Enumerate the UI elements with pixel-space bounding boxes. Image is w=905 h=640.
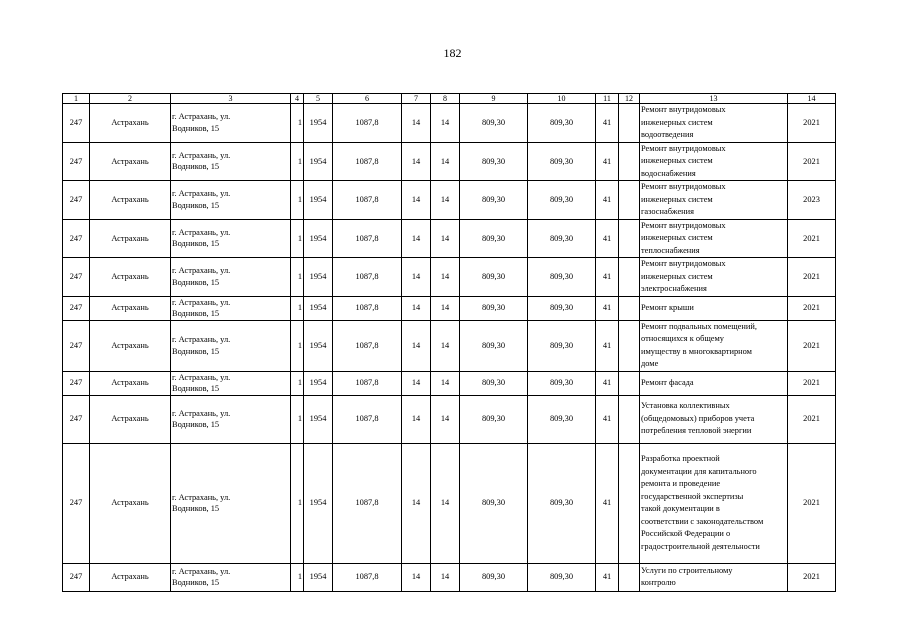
- column-7-cell: 14: [402, 258, 431, 297]
- column-10-cell: 809,30: [528, 395, 596, 443]
- column-9-cell: 809,30: [460, 563, 528, 591]
- column-8-cell: 14: [431, 443, 460, 563]
- column-11-cell: 41: [596, 563, 619, 591]
- work-type-cell-line: контролю: [641, 578, 676, 587]
- row-number-cell: 247: [63, 320, 90, 371]
- table-row: [63, 563, 836, 591]
- work-type-cell: [640, 219, 788, 258]
- header-cell: 4: [291, 94, 304, 104]
- header-cell: 1: [63, 94, 90, 104]
- column-8-cell: 14: [431, 219, 460, 258]
- address-cell-line: г. Астрахань, ул.: [172, 227, 231, 237]
- address-cell: [171, 395, 291, 443]
- table-row: [63, 104, 836, 143]
- page-number: 182: [443, 46, 462, 60]
- work-type-cell-line: Ремонт внутридомовых: [641, 105, 726, 114]
- address-cell-line: г. Астрахань, ул.: [172, 335, 231, 344]
- column-8-cell: 14: [431, 142, 460, 181]
- year-cell: 1954: [304, 563, 333, 591]
- work-type-cell-line: ремонта и проведение: [641, 479, 721, 488]
- work-type-cell-line: инженерных систем: [641, 194, 713, 204]
- column-7-cell: 14: [402, 320, 431, 371]
- column-9-cell: 809,30: [460, 181, 528, 220]
- header-cell: 12: [619, 94, 640, 104]
- address-cell: [171, 219, 291, 258]
- plan-year-cell: 2021: [788, 296, 836, 320]
- work-type-cell: [640, 142, 788, 181]
- column-12-cell: [619, 142, 640, 181]
- column-10-cell: 809,30: [528, 443, 596, 563]
- column-4-cell: 1: [291, 563, 304, 591]
- year-cell: 1954: [304, 181, 333, 220]
- plan-year-cell: 2021: [788, 443, 836, 563]
- address-cell: [171, 320, 291, 371]
- column-10-cell: 809,30: [528, 104, 596, 143]
- plan-year-cell: 2021: [788, 371, 836, 395]
- header-cell: 10: [528, 94, 596, 104]
- city-cell: Астрахань: [90, 371, 171, 395]
- work-type-cell-line: относящихся к общему: [641, 334, 724, 343]
- plan-year-cell: 2021: [788, 258, 836, 297]
- work-type-cell: [640, 371, 788, 395]
- address-cell-line: Водников, 15: [172, 504, 220, 513]
- column-4-cell: 1: [291, 443, 304, 563]
- work-type-cell: [640, 296, 788, 320]
- area-cell: 1087,8: [333, 104, 402, 143]
- year-cell: 1954: [304, 219, 333, 258]
- work-type-cell-line: газоснабжения: [641, 207, 694, 216]
- plan-year-cell: 2021: [788, 320, 836, 371]
- year-cell: 1954: [304, 395, 333, 443]
- column-7-cell: 14: [402, 142, 431, 181]
- table-row: [63, 219, 836, 258]
- work-type-cell-line: Услуги по строительному: [641, 565, 733, 575]
- column-10-cell: 809,30: [528, 142, 596, 181]
- area-cell: 1087,8: [333, 371, 402, 395]
- work-type-cell-line: инженерных систем: [641, 156, 713, 165]
- address-cell-line: г. Астрахань, ул.: [172, 408, 231, 418]
- capital-repair-table: [62, 93, 836, 592]
- column-12-cell: [619, 296, 640, 320]
- column-12-cell: [619, 395, 640, 443]
- work-type-cell-line: Ремонт подвальных помещений,: [641, 321, 757, 331]
- work-type-cell: [640, 395, 788, 443]
- address-cell-line: Водников, 15: [172, 420, 220, 429]
- column-11-cell: 41: [596, 181, 619, 220]
- city-cell: Астрахань: [90, 142, 171, 181]
- column-9-cell: 809,30: [460, 258, 528, 297]
- city-cell: Астрахань: [90, 219, 171, 258]
- work-type-cell: [640, 443, 788, 563]
- column-10-cell: 809,30: [528, 219, 596, 258]
- city-cell: Астрахань: [90, 181, 171, 220]
- column-4-cell: 1: [291, 258, 304, 297]
- column-7-cell: 14: [402, 563, 431, 591]
- work-type-cell-line: государственной экспертизы: [641, 491, 744, 501]
- work-type-cell-line: такой документации в: [641, 504, 720, 513]
- address-cell-line: Водников, 15: [172, 239, 220, 249]
- work-type-cell: [640, 258, 788, 297]
- column-7-cell: 14: [402, 219, 431, 258]
- address-cell-line: г. Астрахань, ул.: [172, 112, 231, 122]
- column-11-cell: 41: [596, 320, 619, 371]
- table-row: [63, 371, 836, 395]
- work-type-cell: [640, 104, 788, 143]
- column-12-cell: [619, 181, 640, 220]
- work-type-cell-line: водоотведения: [641, 130, 694, 139]
- work-type-cell-line: Разработка проектной: [641, 454, 720, 463]
- address-cell-line: г. Астрахань, ул.: [172, 150, 231, 160]
- work-type-cell: [640, 320, 788, 371]
- column-11-cell: 41: [596, 443, 619, 563]
- city-cell: Астрахань: [90, 258, 171, 297]
- row-number-cell: 247: [63, 563, 90, 591]
- column-8-cell: 14: [431, 563, 460, 591]
- column-7-cell: 14: [402, 104, 431, 143]
- table-row: [63, 258, 836, 297]
- work-type-cell-line: Ремонт внутридомовых: [641, 182, 726, 191]
- work-type-cell-line: доме: [641, 359, 659, 368]
- column-8-cell: 14: [431, 104, 460, 143]
- row-number-cell: 247: [63, 371, 90, 395]
- column-10-cell: 809,30: [528, 181, 596, 220]
- header-cell: 5: [304, 94, 333, 104]
- address-cell-line: г. Астрахань, ул.: [172, 372, 231, 382]
- area-cell: 1087,8: [333, 563, 402, 591]
- area-cell: 1087,8: [333, 443, 402, 563]
- work-type-cell-line: имуществу в многоквартирном: [641, 346, 752, 356]
- address-cell: [171, 258, 291, 297]
- column-12-cell: [619, 443, 640, 563]
- header-cell: 11: [596, 94, 619, 104]
- header-cell: 8: [431, 94, 460, 104]
- area-cell: 1087,8: [333, 181, 402, 220]
- row-number-cell: 247: [63, 395, 90, 443]
- address-cell-line: г. Астрахань, ул.: [172, 266, 231, 276]
- column-8-cell: 14: [431, 181, 460, 220]
- area-cell: 1087,8: [333, 320, 402, 371]
- column-7-cell: 14: [402, 395, 431, 443]
- city-cell: Астрахань: [90, 443, 171, 563]
- year-cell: 1954: [304, 104, 333, 143]
- work-type-cell-line: документации для капитального: [641, 466, 757, 476]
- column-10-cell: 809,30: [528, 320, 596, 371]
- column-7-cell: 14: [402, 296, 431, 320]
- work-type-cell-line: Ремонт внутридомовых: [641, 259, 726, 268]
- area-cell: 1087,8: [333, 395, 402, 443]
- address-cell-line: Водников, 15: [172, 200, 220, 210]
- table-row: [63, 142, 836, 181]
- header-cell: 7: [402, 94, 431, 104]
- city-cell: Астрахань: [90, 395, 171, 443]
- work-type-cell-line: Ремонт фасада: [641, 377, 694, 387]
- address-cell-line: Водников, 15: [172, 578, 220, 587]
- area-cell: 1087,8: [333, 258, 402, 297]
- column-10-cell: 809,30: [528, 371, 596, 395]
- column-10-cell: 809,30: [528, 296, 596, 320]
- header-cell: 13: [640, 94, 788, 104]
- column-9-cell: 809,30: [460, 219, 528, 258]
- area-cell: 1087,8: [333, 219, 402, 258]
- address-cell: [171, 443, 291, 563]
- column-8-cell: 14: [431, 371, 460, 395]
- area-cell: 1087,8: [333, 142, 402, 181]
- address-cell-line: Водников, 15: [172, 309, 220, 318]
- header-cell: 14: [788, 94, 836, 104]
- plan-year-cell: 2021: [788, 142, 836, 181]
- table-row: [63, 181, 836, 220]
- work-type-cell-line: градостроительной деятельности: [641, 541, 760, 551]
- header-cell: 9: [460, 94, 528, 104]
- work-type-cell: [640, 181, 788, 220]
- city-cell: Астрахань: [90, 563, 171, 591]
- header-cell: 6: [333, 94, 402, 104]
- year-cell: 1954: [304, 443, 333, 563]
- work-type-cell-line: Ремонт внутридомовых: [641, 220, 726, 230]
- column-4-cell: 1: [291, 142, 304, 181]
- column-10-cell: 809,30: [528, 258, 596, 297]
- column-9-cell: 809,30: [460, 296, 528, 320]
- address-cell-line: г. Астрахань, ул.: [172, 297, 231, 307]
- work-type-cell-line: Ремонт крыши: [641, 302, 694, 312]
- column-11-cell: 41: [596, 371, 619, 395]
- address-cell-line: Водников, 15: [172, 384, 220, 393]
- column-9-cell: 809,30: [460, 395, 528, 443]
- row-number-cell: 247: [63, 443, 90, 563]
- column-9-cell: 809,30: [460, 104, 528, 143]
- column-9-cell: 809,30: [460, 443, 528, 563]
- address-cell-line: Водников, 15: [172, 123, 220, 133]
- table-row: [63, 296, 836, 320]
- plan-year-cell: 2021: [788, 563, 836, 591]
- year-cell: 1954: [304, 258, 333, 297]
- table-row: [63, 443, 836, 563]
- column-12-cell: [619, 320, 640, 371]
- column-11-cell: 41: [596, 296, 619, 320]
- year-cell: 1954: [304, 371, 333, 395]
- row-number-cell: 247: [63, 296, 90, 320]
- address-cell-line: г. Астрахань, ул.: [172, 492, 231, 502]
- column-9-cell: 809,30: [460, 320, 528, 371]
- header-row: [63, 94, 836, 104]
- row-number-cell: 247: [63, 219, 90, 258]
- work-type-cell-line: Установка коллективных: [641, 401, 730, 411]
- plan-year-cell: 2021: [788, 395, 836, 443]
- column-8-cell: 14: [431, 296, 460, 320]
- work-type-cell-line: теплоснабжения: [641, 245, 700, 255]
- work-type-cell-line: соответствии с законодательством: [641, 516, 764, 526]
- year-cell: 1954: [304, 142, 333, 181]
- column-12-cell: [619, 219, 640, 258]
- work-type-cell-line: потребления тепловой энергии: [641, 426, 752, 436]
- row-number-cell: 247: [63, 142, 90, 181]
- address-cell: [171, 104, 291, 143]
- address-cell-line: Водников, 15: [172, 346, 220, 356]
- plan-year-cell: 2021: [788, 219, 836, 258]
- work-type-cell: [640, 563, 788, 591]
- work-type-cell-line: Российской Федерации о: [641, 529, 731, 538]
- table-row: [63, 395, 836, 443]
- address-cell: [171, 142, 291, 181]
- city-cell: Астрахань: [90, 296, 171, 320]
- row-number-cell: 247: [63, 104, 90, 143]
- column-12-cell: [619, 258, 640, 297]
- column-12-cell: [619, 563, 640, 591]
- column-4-cell: 1: [291, 181, 304, 220]
- column-4-cell: 1: [291, 395, 304, 443]
- column-4-cell: 1: [291, 104, 304, 143]
- area-cell: 1087,8: [333, 296, 402, 320]
- city-cell: Астрахань: [90, 104, 171, 143]
- row-number-cell: 247: [63, 258, 90, 297]
- address-cell: [171, 563, 291, 591]
- work-type-cell-line: инженерных систем: [641, 233, 713, 242]
- address-cell: [171, 371, 291, 395]
- table-row: [63, 320, 836, 371]
- column-7-cell: 14: [402, 371, 431, 395]
- header-cell: 2: [90, 94, 171, 104]
- address-cell-line: Водников, 15: [172, 277, 220, 287]
- year-cell: 1954: [304, 296, 333, 320]
- city-cell: Астрахань: [90, 320, 171, 371]
- column-4-cell: 1: [291, 320, 304, 371]
- column-11-cell: 41: [596, 219, 619, 258]
- column-7-cell: 14: [402, 443, 431, 563]
- column-4-cell: 1: [291, 219, 304, 258]
- work-type-cell-line: водоснабжения: [641, 168, 696, 178]
- work-type-cell-line: (общедомовых) приборов учета: [641, 413, 755, 423]
- row-number-cell: 247: [63, 181, 90, 220]
- column-7-cell: 14: [402, 181, 431, 220]
- column-4-cell: 1: [291, 296, 304, 320]
- column-8-cell: 14: [431, 320, 460, 371]
- column-8-cell: 14: [431, 258, 460, 297]
- address-cell-line: г. Астрахань, ул.: [172, 566, 231, 576]
- column-11-cell: 41: [596, 142, 619, 181]
- column-10-cell: 809,30: [528, 563, 596, 591]
- work-type-cell-line: инженерных систем: [641, 117, 713, 127]
- address-cell: [171, 296, 291, 320]
- column-9-cell: 809,30: [460, 371, 528, 395]
- work-type-cell-line: электроснабжения: [641, 284, 707, 293]
- header-cell: 3: [171, 94, 291, 104]
- plan-year-cell: 2021: [788, 104, 836, 143]
- column-11-cell: 41: [596, 258, 619, 297]
- address-cell-line: Водников, 15: [172, 162, 220, 172]
- year-cell: 1954: [304, 320, 333, 371]
- column-12-cell: [619, 371, 640, 395]
- column-9-cell: 809,30: [460, 142, 528, 181]
- column-11-cell: 41: [596, 395, 619, 443]
- address-cell: [171, 181, 291, 220]
- column-4-cell: 1: [291, 371, 304, 395]
- work-type-cell-line: Ремонт внутридомовых: [641, 143, 726, 153]
- plan-year-cell: 2023: [788, 181, 836, 220]
- work-type-cell-line: инженерных систем: [641, 271, 713, 281]
- column-8-cell: 14: [431, 395, 460, 443]
- column-12-cell: [619, 104, 640, 143]
- column-11-cell: 41: [596, 104, 619, 143]
- address-cell-line: г. Астрахань, ул.: [172, 189, 231, 199]
